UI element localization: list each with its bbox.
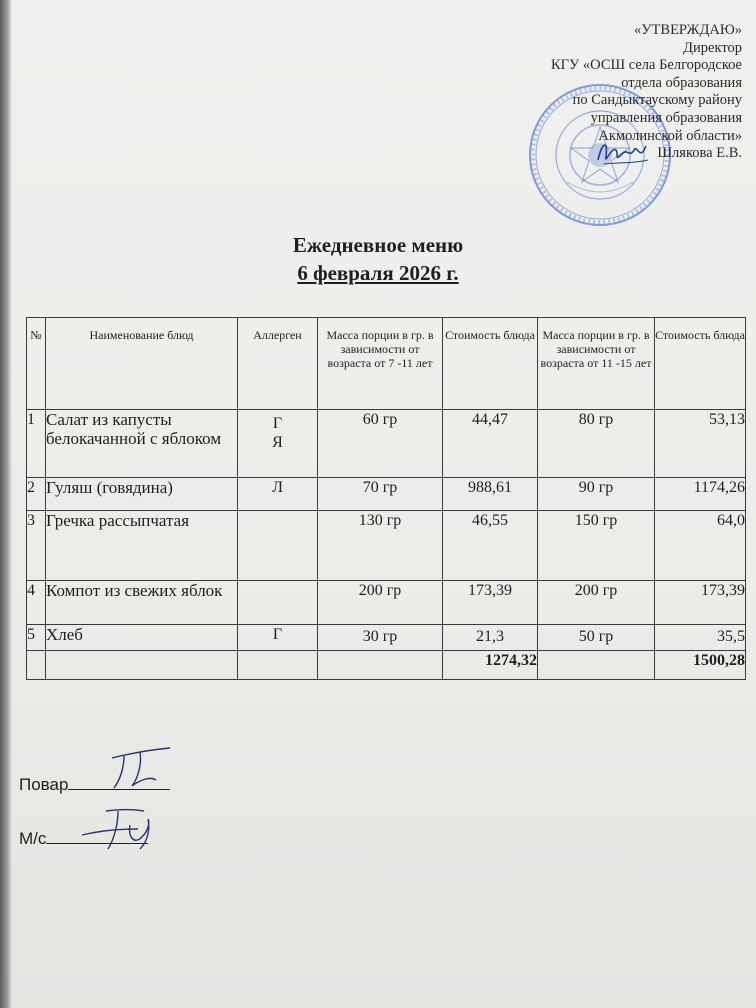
cost-11-15: 35,5: [655, 625, 746, 651]
approval-line: «УТВЕРЖДАЮ»: [634, 22, 742, 38]
mass-7-11: 60 гр: [318, 410, 443, 478]
table-row: [27, 511, 746, 581]
menu-table: [26, 317, 746, 680]
dish-name: Гречка рассыпчатая: [46, 511, 238, 581]
cost-7-11: 44,47: [443, 410, 538, 478]
empty-cell: [238, 651, 318, 680]
cost-11-15: 173,39: [655, 581, 746, 625]
nurse-signature: [78, 805, 168, 855]
mass-7-11: 70 гр: [318, 478, 443, 511]
table-header-row: [27, 318, 746, 410]
dish-allergen: [238, 511, 318, 581]
dish-allergen: [238, 581, 318, 625]
approval-line: Директор: [683, 39, 742, 56]
table-total-row: [27, 651, 746, 680]
header-cost-11-15: Стоимость блюда: [655, 318, 746, 410]
total-cost-7-11: 1274,32: [443, 651, 538, 680]
dish-allergen: Л: [238, 478, 318, 511]
cost-7-11: 173,39: [443, 581, 538, 625]
mass-11-15: 80 гр: [538, 410, 655, 478]
table-row: [27, 581, 746, 625]
approval-director-name: Шлякова Е.В.: [657, 145, 742, 162]
mass-11-15: 200 гр: [538, 581, 655, 625]
director-signature: [594, 136, 650, 170]
dish-name: Хлеб: [46, 625, 238, 651]
dish-name: Компот из свежих яблок: [46, 581, 238, 625]
row-number: 5: [27, 625, 46, 651]
nurse-label: М/с: [19, 829, 47, 848]
header-dish-name: Наименование блюд: [46, 318, 238, 410]
approval-line: управления образования: [590, 109, 742, 126]
row-number: 2: [27, 478, 46, 511]
header-cost-7-11: Стоимость блюда: [443, 318, 538, 410]
mass-11-15: 50 гр: [538, 625, 655, 651]
empty-cell: [538, 651, 655, 680]
table-row: [27, 478, 746, 511]
table-row: [27, 410, 746, 478]
document-date: 6 февраля 2026 г.: [297, 261, 459, 285]
empty-cell: [27, 651, 46, 680]
cost-7-11: 988,61: [443, 478, 538, 511]
dish-allergen: Г: [238, 625, 318, 651]
cook-label: Повар: [19, 775, 69, 794]
approval-line: КГУ «ОСШ села Белгородское: [550, 57, 742, 74]
header-mass-7-11: Масса порции в гр. в зависимости от возраста от 7 -11 лет: [318, 318, 443, 410]
header-mass-11-15: Масса порции в гр. в зависимости от возраста от 11 -15 лет: [538, 318, 655, 410]
header-allergen: Аллерген: [238, 318, 318, 410]
empty-cell: [46, 651, 238, 680]
cost-11-15: 64,0: [655, 511, 746, 581]
dish-name: Гуляш (говядина): [46, 478, 238, 511]
row-number: 3: [27, 511, 46, 581]
mass-11-15: 90 гр: [538, 478, 655, 511]
mass-7-11: 30 гр: [318, 625, 443, 651]
document-title: Ежедневное меню: [292, 233, 464, 257]
approval-line: отдела образования: [621, 74, 742, 91]
total-cost-11-15: 1500,28: [655, 651, 746, 680]
dish-name: Салат из капусты белокачанной с яблоком: [46, 410, 238, 478]
mass-7-11: 130 гр: [318, 511, 443, 581]
mass-11-15: 150 гр: [538, 511, 655, 581]
cook-signature: [104, 744, 176, 794]
approval-line: по Сандыктаускому району: [572, 92, 742, 109]
row-number: 1: [27, 410, 46, 478]
table-row: [27, 625, 746, 651]
dish-allergen: Г Я: [238, 410, 318, 478]
header-number: №: [27, 318, 46, 410]
empty-cell: [318, 651, 443, 680]
mass-7-11: 200 гр: [318, 581, 443, 625]
cost-7-11: 46,55: [443, 511, 538, 581]
page-left-edge-shadow: [0, 0, 12, 1008]
cost-11-15: 53,13: [655, 410, 746, 478]
approval-line: Акмолинской области»: [598, 127, 742, 144]
cost-7-11: 21,3: [443, 625, 538, 651]
row-number: 4: [27, 581, 46, 625]
cost-11-15: 1174,26: [655, 478, 746, 511]
